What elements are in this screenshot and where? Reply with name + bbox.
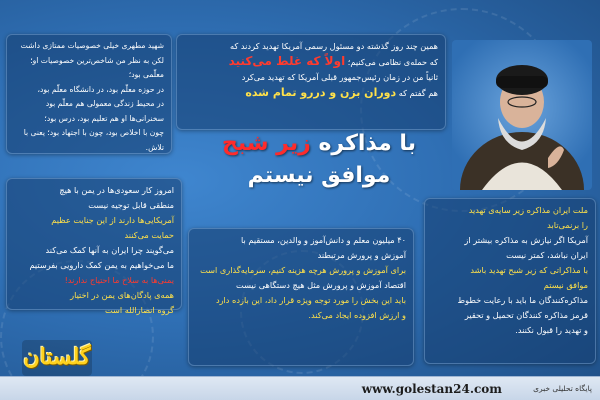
quote-line: ما می‌خواهیم به یمن کمک دارویی بفرستیم [29,260,174,270]
quote-emphasis-red: یمنی‌ها به سلاح ما احتیاج ندارند! [64,275,174,285]
quote-emphasis-yellow: آمریکایی‌ها دارند از این جنایت عظیم [51,215,174,225]
quote-line: می‌گویند چرا ایران به آنها کمک می‌کند [45,245,174,255]
quote-line: در حوزه معلّم بود، در دانشگاه معلّم بود، [37,84,164,94]
quote-emphasis-yellow: باید این بخش را مورد توجه ویژه قرار داد، این بازده دارد [215,295,406,305]
portrait-image [452,40,592,190]
quote-emphasis-red: اولاً که غلط می‌کنید [228,54,346,68]
quote-emphasis-yellow: دوران بزن و دررو تمام شده [245,86,397,99]
quote-emphasis-yellow: همه‌ی پادگان‌های یمن در اختیار [70,290,174,300]
headline-line: موافق نیستم [247,163,391,188]
quote-box-education [188,228,414,366]
quote-line: ایران نباشد، کمتر نیست [506,250,588,260]
headline-emphasis-red: زیر شبح [222,131,311,156]
quote-emphasis-yellow: برای آموزش و پرورش هرچه هزینه کنیم، سرمایه‌گذاری است [200,265,406,275]
quote-line: لکن به نظر من شاخص‌ترین خصوصیات او؛ معلّمی بود؛ [30,55,164,79]
quote-line: در محیط زندگی معمولی هم معلّم بود [45,99,164,108]
quote-line: سخنرانی‌ها او هم تعلیم بود، درس بود؛ [44,113,164,123]
quote-line: ثانیاً من در زمان رئیس‌جمهور قبلی آمریکا که تهدید می‌کرد [241,72,438,82]
headline-line [184,128,454,160]
quote-box-negotiation [424,198,596,364]
golestan-logo: گلستان [22,340,92,376]
quote-emphasis-yellow: را برنمی‌تابد [547,220,588,230]
quote-line: اقتصاد آموزش و پرورش مثل هیچ دستگاهی نیست [236,280,406,290]
quote-line: ۴۰ میلیون معلم و دانش‌آموز و والدین، مستقیم با [241,235,406,245]
quote-box-threat [176,34,446,130]
quote-line: چون با اخلاص بود، چون با اجتهاد بود؛ یعنی با تلاش. [23,128,164,152]
quote-box-motahari [6,34,172,154]
quote-text: که حمله‌ی نظامی می‌کنیم؛ [347,57,438,67]
quote-emphasis-yellow: حمایت می‌کنند [124,230,174,240]
site-label: پایگاه تحلیلی خبری [533,384,592,393]
quote-line: امروز کار سعودی‌ها در یمن با هیچ [59,185,174,195]
main-headline [184,128,454,198]
quote-line [184,54,438,70]
quote-line: همین چند روز گذشته دو مسئول رسمی آمریکا تهدید کردند که [229,41,438,51]
quote-line: قرمز مذاکره کنندگان تحمیل و تحقیر [464,310,588,320]
quote-line: شهید مطهری خیلی خصوصیات ممتازی داشت [20,41,164,50]
quote-emphasis-yellow: و ارزش افزوده ایجاد می‌کند. [308,310,406,320]
quote-line: و تهدید را قبول نکنند. [515,325,588,335]
quote-line: آمریکا اگر نیازش به مذاکره بیشتر از [464,235,588,245]
quote-emphasis-yellow: با مذاکراتی که زیر شبح تهدید باشد [470,265,588,275]
portrait-figure-icon [452,40,592,190]
site-url-link[interactable]: www.golestan24.com [361,382,502,396]
quote-emphasis-yellow: ملت ایران مذاکره زیر سایه‌ی تهدید [468,205,588,215]
quote-line: آموزش و پرورش مرتبطند [317,250,406,260]
headline-text: با مذاکره [318,131,416,156]
quote-emphasis-yellow: گروه انصارالله است [104,305,174,315]
footer-strip [0,376,600,400]
quote-line: مذاکره‌کنندگان ما باید با رعایت خطوط [457,295,588,305]
quote-line [184,85,438,101]
quote-text: هم گفتم که [398,88,438,98]
quote-line: منطقی قابل توجیه نیست [88,200,174,210]
quote-box-yemen [6,178,182,315]
quote-emphasis-yellow: موافق نیستم [543,280,588,290]
